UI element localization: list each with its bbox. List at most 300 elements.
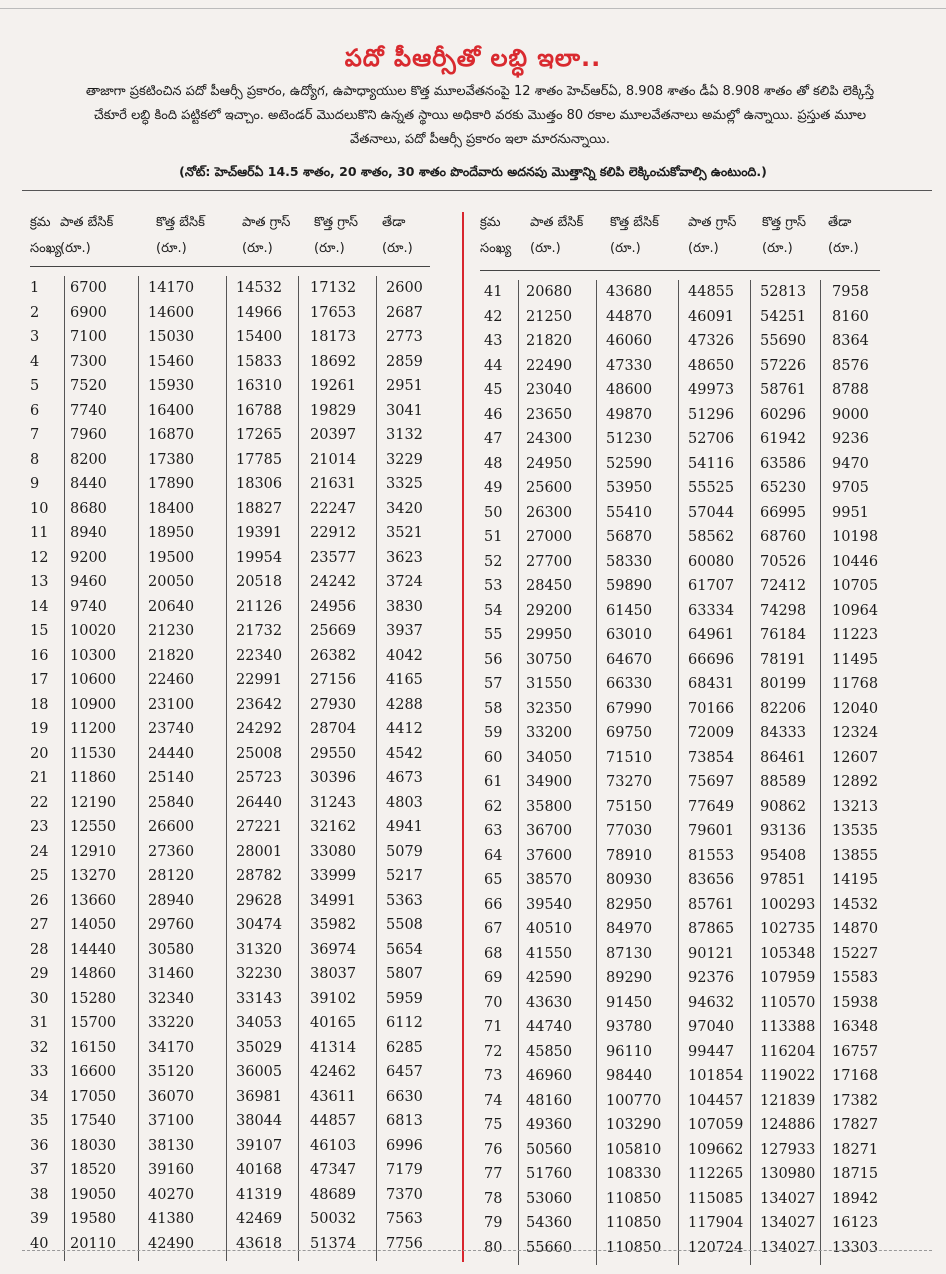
cell-old-gross: 46091 — [688, 308, 735, 325]
cell-new-basic: 24440 — [148, 745, 195, 762]
cell-sno: 7 — [30, 427, 40, 443]
cell-sno: 49 — [484, 480, 503, 496]
cell-old-basic: 39540 — [526, 896, 573, 913]
cell-new-gross: 31243 — [310, 794, 357, 811]
cell-diff: 4673 — [386, 770, 423, 786]
cell-new-gross: 55690 — [760, 333, 807, 349]
cell-diff: 8576 — [832, 357, 869, 374]
cell-new-gross: 134027 — [760, 1190, 816, 1207]
cell-new-basic: 53950 — [606, 480, 653, 496]
cell-old-gross: 27221 — [236, 819, 283, 835]
cell-new-basic: 64670 — [606, 651, 653, 668]
cell-old-gross: 22340 — [236, 647, 283, 664]
cell-sno: 15 — [30, 623, 49, 639]
cell-new-basic: 80930 — [606, 872, 653, 888]
cell-new-gross: 100293 — [760, 896, 816, 913]
cell-new-basic: 23100 — [148, 696, 195, 713]
cell-sno: 54 — [484, 602, 503, 619]
cell-old-basic: 8680 — [70, 500, 107, 517]
cell-new-gross: 18692 — [310, 353, 357, 370]
cell-old-gross: 117904 — [688, 1215, 744, 1231]
cell-sno: 71 — [484, 1019, 503, 1035]
cell-new-gross: 113388 — [760, 1019, 816, 1035]
cell-sno: 58 — [484, 700, 503, 717]
cell-old-basic: 28450 — [526, 578, 573, 594]
cell-new-basic: 42490 — [148, 1235, 195, 1252]
cell-new-basic: 78910 — [606, 847, 653, 864]
cell-old-basic: 19580 — [70, 1211, 117, 1227]
cell-old-basic: 37600 — [526, 847, 573, 864]
header-old-basic: పాత బేసిక్ (రూ.) — [530, 215, 584, 256]
cell-sno: 18 — [30, 696, 49, 713]
cell-sno: 56 — [484, 651, 503, 668]
cell-new-gross: 19829 — [310, 402, 357, 419]
cell-sno: 27 — [30, 917, 49, 933]
cell-diff: 4288 — [386, 696, 423, 713]
cell-diff: 10964 — [832, 602, 879, 619]
cell-diff: 9951 — [832, 504, 869, 521]
cell-new-basic: 33220 — [148, 1015, 195, 1031]
cell-new-basic: 63010 — [606, 627, 653, 643]
cell-old-basic: 14860 — [70, 966, 117, 982]
cell-old-basic: 20110 — [70, 1235, 117, 1252]
header-diff: తేడా (రూ.) — [382, 215, 413, 256]
cell-new-basic: 91450 — [606, 994, 653, 1011]
column-separator — [596, 280, 597, 1265]
top-edge-strip — [0, 0, 946, 9]
cell-new-basic: 30580 — [148, 941, 195, 958]
cell-old-gross: 25008 — [236, 745, 283, 762]
cell-new-gross: 57226 — [760, 357, 807, 374]
cell-old-gross: 104457 — [688, 1092, 744, 1109]
cell-diff: 17382 — [832, 1092, 879, 1109]
cell-new-basic: 58330 — [606, 553, 653, 570]
cell-new-basic: 52590 — [606, 455, 653, 472]
cell-new-gross: 78191 — [760, 651, 807, 668]
cell-sno: 75 — [484, 1117, 503, 1133]
cell-old-basic: 9740 — [70, 598, 107, 615]
cell-old-gross: 23642 — [236, 696, 283, 713]
cell-old-gross: 107059 — [688, 1117, 744, 1133]
cell-sno: 48 — [484, 455, 503, 472]
cell-diff: 18942 — [832, 1190, 879, 1207]
cell-diff: 4165 — [386, 672, 423, 688]
cell-old-gross: 15400 — [236, 329, 283, 345]
cell-diff: 14195 — [832, 872, 879, 888]
cell-new-basic: 108330 — [606, 1166, 662, 1182]
column-separator — [64, 276, 65, 1261]
cell-sno: 22 — [30, 794, 49, 811]
cell-diff: 2859 — [386, 353, 423, 370]
cell-old-gross: 48650 — [688, 357, 735, 374]
cell-old-gross: 20518 — [236, 574, 283, 590]
cell-old-gross: 17265 — [236, 427, 283, 443]
cell-sno: 32 — [30, 1039, 49, 1056]
cell-diff: 5508 — [386, 917, 423, 933]
cell-diff: 3229 — [386, 451, 423, 468]
column-separator — [678, 280, 679, 1265]
intro-paragraph: తాజాగా ప్రకటించిన పదో పీఆర్సీ ప్రకారం, ఉద్యోగ, ఉపాధ్యాయుల కొత్త మూలవేతనంపై 12 శాతం హెచ్‌ఆర్‌ఏ, 8.908 శాతం డీఏ 8.908 శాతం తో కలిపి లెక్కిస్తే చేకూరే లబ్ధి కింది పట్టికలో ఇచ్చాం. అటెండర్ మొదలుకొని ఉన్నత స్థాయి అధికారి వరకు మొత్తం 80 రకాల మూలవేతనాలు అమల్లో ఉన్నాయి. ప్రస్తుత మూల వేతనాలు, పదో పీఆర్సీ ప్రకారం ఇలా మారనున్నాయి. — [85, 84, 875, 147]
cell-old-basic: 7740 — [70, 402, 107, 419]
cell-old-gross: 87865 — [688, 921, 735, 937]
cell-new-gross: 72412 — [760, 578, 807, 594]
cell-old-gross: 30474 — [236, 917, 283, 933]
column-separator — [518, 280, 519, 1265]
cell-new-gross: 50032 — [310, 1211, 357, 1227]
cell-new-gross: 39102 — [310, 990, 357, 1007]
cell-new-gross: 35982 — [310, 917, 357, 933]
cell-old-gross: 40168 — [236, 1162, 283, 1178]
cell-sno: 33 — [30, 1064, 49, 1080]
header-new-basic: కొత్త బేసిక్ (రూ.) — [156, 215, 205, 256]
cell-old-basic: 54360 — [526, 1215, 573, 1231]
cell-sno: 31 — [30, 1015, 49, 1031]
cell-new-basic: 105810 — [606, 1141, 662, 1158]
table-panel-left — [30, 206, 440, 1252]
cell-sno: 57 — [484, 676, 503, 692]
cell-sno: 79 — [484, 1215, 503, 1231]
cell-old-basic: 7520 — [70, 378, 107, 394]
cell-old-gross: 90121 — [688, 945, 735, 962]
cell-sno: 50 — [484, 504, 503, 521]
cell-old-basic: 46960 — [526, 1068, 573, 1084]
cell-new-gross: 52813 — [760, 284, 807, 300]
cell-new-gross: 41314 — [310, 1039, 357, 1056]
cell-old-gross: 34053 — [236, 1015, 283, 1031]
cell-diff: 3132 — [386, 427, 423, 443]
cell-sno: 20 — [30, 745, 49, 762]
cell-old-basic: 9200 — [70, 549, 107, 566]
cell-new-gross: 82206 — [760, 700, 807, 717]
header-old-gross: పాత గ్రాస్ (రూ.) — [688, 215, 737, 256]
cell-old-basic: 36700 — [526, 823, 573, 839]
cell-new-basic: 110850 — [606, 1239, 662, 1256]
cell-diff: 5217 — [386, 868, 423, 884]
cell-sno: 69 — [484, 970, 503, 986]
cell-new-gross: 43611 — [310, 1088, 357, 1105]
cell-sno: 21 — [30, 770, 49, 786]
cell-old-basic: 17050 — [70, 1088, 117, 1105]
cell-sno: 14 — [30, 598, 49, 615]
cell-old-gross: 79601 — [688, 823, 735, 839]
cell-old-gross: 44855 — [688, 284, 735, 300]
cell-old-basic: 44740 — [526, 1019, 573, 1035]
cell-sno: 59 — [484, 725, 503, 741]
cell-old-basic: 42590 — [526, 970, 573, 986]
cell-old-gross: 70166 — [688, 700, 735, 717]
cell-diff: 13535 — [832, 823, 879, 839]
cell-new-gross: 65230 — [760, 480, 807, 496]
cell-old-basic: 49360 — [526, 1117, 573, 1133]
cell-sno: 26 — [30, 892, 49, 909]
cell-diff: 13213 — [832, 798, 879, 815]
cell-diff: 9705 — [832, 480, 869, 496]
cell-new-gross: 22912 — [310, 525, 357, 541]
header-sno: క్రమ సంఖ్య — [480, 215, 512, 256]
cell-new-basic: 84970 — [606, 921, 653, 937]
cell-diff: 15227 — [832, 945, 879, 962]
cell-diff: 2951 — [386, 378, 423, 394]
cell-old-basic: 34900 — [526, 774, 573, 790]
cell-diff: 6112 — [386, 1015, 423, 1031]
cell-new-gross: 121839 — [760, 1092, 816, 1109]
cell-new-gross: 20397 — [310, 427, 357, 443]
cell-old-gross: 85761 — [688, 896, 735, 913]
cell-sno: 63 — [484, 823, 503, 839]
cell-old-basic: 24300 — [526, 431, 573, 447]
cell-new-basic: 26600 — [148, 819, 195, 835]
cell-new-basic: 67990 — [606, 700, 653, 717]
cell-sno: 61 — [484, 774, 503, 790]
cell-new-gross: 47347 — [310, 1162, 357, 1178]
cell-old-gross: 83656 — [688, 872, 735, 888]
cell-new-basic: 18950 — [148, 525, 195, 541]
header-rule-left — [30, 266, 430, 267]
cell-new-gross: 42462 — [310, 1064, 357, 1080]
cell-old-basic: 6900 — [70, 304, 107, 321]
cell-new-gross: 63586 — [760, 455, 807, 472]
cell-diff: 6457 — [386, 1064, 423, 1080]
cell-new-basic: 21230 — [148, 623, 195, 639]
cell-sno: 39 — [30, 1211, 49, 1227]
cell-diff: 6630 — [386, 1088, 423, 1105]
cell-sno: 60 — [484, 749, 503, 766]
cell-old-gross: 97040 — [688, 1019, 735, 1035]
cell-old-basic: 10600 — [70, 672, 117, 688]
cell-diff: 9000 — [832, 406, 869, 423]
cell-old-basic: 23650 — [526, 406, 573, 423]
cell-new-gross: 44857 — [310, 1113, 357, 1129]
cell-old-gross: 81553 — [688, 847, 735, 864]
cell-old-gross: 26440 — [236, 794, 283, 811]
cell-old-gross: 32230 — [236, 966, 283, 982]
cell-new-basic: 100770 — [606, 1092, 662, 1109]
header-new-basic: కొత్త బేసిక్ (రూ.) — [610, 215, 659, 256]
cell-diff: 12324 — [832, 725, 879, 741]
cell-old-gross: 120724 — [688, 1239, 744, 1256]
cell-old-basic: 40510 — [526, 921, 573, 937]
cell-old-gross: 31320 — [236, 941, 283, 958]
cell-old-basic: 10300 — [70, 647, 117, 664]
cell-new-basic: 47330 — [606, 357, 653, 374]
cell-new-gross: 26382 — [310, 647, 357, 664]
cell-sno: 42 — [484, 308, 503, 325]
cell-old-basic: 21820 — [526, 333, 573, 349]
cell-old-gross: 18827 — [236, 500, 283, 517]
cell-old-gross: 75697 — [688, 774, 735, 790]
cell-old-gross: 15833 — [236, 353, 283, 370]
header-old-basic: పాత బేసిక్ (రూ.) — [60, 215, 114, 256]
cell-old-basic: 30750 — [526, 651, 573, 668]
top-rule — [22, 190, 932, 191]
cell-old-basic: 53060 — [526, 1190, 573, 1207]
cell-old-basic: 43630 — [526, 994, 573, 1011]
cell-new-basic: 29760 — [148, 917, 195, 933]
cell-sno: 53 — [484, 578, 503, 594]
cell-diff: 12607 — [832, 749, 879, 766]
cell-new-basic: 82950 — [606, 896, 653, 913]
cell-diff: 7958 — [832, 284, 869, 300]
cell-sno: 30 — [30, 990, 49, 1007]
cell-old-gross: 18306 — [236, 476, 283, 492]
cell-diff: 14532 — [832, 896, 879, 913]
cell-sno: 46 — [484, 406, 503, 423]
cell-new-gross: 18173 — [310, 329, 357, 345]
cell-new-gross: 54251 — [760, 308, 807, 325]
cell-old-gross: 16310 — [236, 378, 283, 394]
cell-old-gross: 36981 — [236, 1088, 283, 1105]
cell-new-gross: 88589 — [760, 774, 807, 790]
cell-old-gross: 25723 — [236, 770, 283, 786]
cell-sno: 38 — [30, 1186, 49, 1203]
cell-old-gross: 14966 — [236, 304, 283, 321]
cell-old-basic: 8200 — [70, 451, 107, 468]
cell-new-basic: 55410 — [606, 504, 653, 521]
cell-new-basic: 17890 — [148, 476, 195, 492]
cell-old-basic: 6700 — [70, 280, 107, 296]
cell-old-gross: 36005 — [236, 1064, 283, 1080]
cell-new-basic: 46060 — [606, 333, 653, 349]
cell-old-gross: 24292 — [236, 721, 283, 737]
cell-old-gross: 58562 — [688, 529, 735, 545]
cell-new-basic: 89290 — [606, 970, 653, 986]
header-sno: క్రమ సంఖ్య — [30, 215, 62, 256]
cell-sno: 55 — [484, 627, 503, 643]
cell-old-gross: 39107 — [236, 1137, 283, 1154]
cell-diff: 3521 — [386, 525, 423, 541]
cell-new-gross: 70526 — [760, 553, 807, 570]
cell-new-basic: 22460 — [148, 672, 195, 688]
cell-old-basic: 22490 — [526, 357, 573, 374]
cell-old-gross: 72009 — [688, 725, 735, 741]
header-rule-right — [480, 270, 880, 271]
cell-old-basic: 11530 — [70, 745, 117, 762]
cell-new-basic: 16400 — [148, 402, 195, 419]
cell-old-gross: 14532 — [236, 280, 283, 296]
cell-new-gross: 102735 — [760, 921, 816, 937]
cell-new-basic: 14600 — [148, 304, 195, 321]
cell-diff: 2687 — [386, 304, 423, 321]
cell-new-gross: 80199 — [760, 676, 807, 692]
cell-diff: 15583 — [832, 970, 879, 986]
cell-diff: 11495 — [832, 651, 879, 668]
cell-old-gross: 38044 — [236, 1113, 283, 1129]
cell-new-gross: 38037 — [310, 966, 357, 982]
cell-new-gross: 17653 — [310, 304, 357, 321]
cell-new-gross: 21014 — [310, 451, 357, 468]
column-separator — [750, 280, 751, 1265]
cell-diff: 2773 — [386, 329, 423, 345]
cell-old-gross: 43618 — [236, 1235, 283, 1252]
cell-old-gross: 61707 — [688, 578, 735, 594]
cell-old-basic: 29950 — [526, 627, 573, 643]
cell-new-basic: 69750 — [606, 725, 653, 741]
column-separator — [376, 276, 377, 1261]
cell-new-basic: 40270 — [148, 1186, 195, 1203]
cell-sno: 40 — [30, 1235, 49, 1252]
cell-old-gross: 73854 — [688, 749, 735, 766]
cell-diff: 4542 — [386, 745, 423, 762]
cell-sno: 74 — [484, 1092, 503, 1109]
cell-sno: 9 — [30, 476, 40, 492]
cell-new-gross: 29550 — [310, 745, 357, 762]
cell-new-gross: 76184 — [760, 627, 807, 643]
cell-sno: 13 — [30, 574, 49, 590]
cell-new-basic: 56870 — [606, 529, 653, 545]
cell-diff: 10705 — [832, 578, 879, 594]
cell-old-gross: 42469 — [236, 1211, 283, 1227]
cell-new-gross: 24242 — [310, 574, 357, 590]
cell-sno: 80 — [484, 1239, 503, 1256]
cell-sno: 44 — [484, 357, 503, 374]
cell-old-basic: 23040 — [526, 382, 573, 398]
cell-diff: 6996 — [386, 1137, 423, 1154]
cell-diff: 12040 — [832, 700, 879, 717]
cell-new-gross: 60296 — [760, 406, 807, 423]
cell-sno: 35 — [30, 1113, 49, 1129]
cell-diff: 8364 — [832, 333, 869, 349]
cell-old-basic: 31550 — [526, 676, 573, 692]
cell-sno: 36 — [30, 1137, 49, 1154]
cell-new-basic: 31460 — [148, 966, 195, 982]
cell-new-gross: 33999 — [310, 868, 357, 884]
cell-old-gross: 66696 — [688, 651, 735, 668]
cell-old-basic: 13660 — [70, 892, 117, 909]
cell-sno: 8 — [30, 451, 40, 468]
cell-new-gross: 24956 — [310, 598, 357, 615]
cell-old-gross: 94632 — [688, 994, 735, 1011]
cell-diff: 17168 — [832, 1068, 879, 1084]
cell-new-gross: 127933 — [760, 1141, 816, 1158]
cell-new-basic: 14170 — [148, 280, 195, 296]
cell-diff: 3041 — [386, 402, 423, 419]
cell-old-basic: 15280 — [70, 990, 117, 1007]
cell-new-basic: 16870 — [148, 427, 195, 443]
cell-diff: 5807 — [386, 966, 423, 982]
cell-old-basic: 50560 — [526, 1141, 573, 1158]
cell-diff: 14870 — [832, 921, 879, 937]
cell-new-gross: 93136 — [760, 823, 807, 839]
cell-old-basic: 27000 — [526, 529, 573, 545]
cell-old-basic: 16150 — [70, 1039, 117, 1056]
cell-new-gross: 27156 — [310, 672, 357, 688]
cell-new-basic: 20050 — [148, 574, 195, 590]
cell-new-basic: 27360 — [148, 843, 195, 860]
cell-sno: 17 — [30, 672, 49, 688]
cell-diff: 3325 — [386, 476, 423, 492]
cell-old-gross: 49973 — [688, 382, 735, 398]
cell-sno: 64 — [484, 847, 503, 864]
cell-new-gross: 46103 — [310, 1137, 357, 1154]
cell-new-gross: 34991 — [310, 892, 357, 909]
cell-old-gross: 35029 — [236, 1039, 283, 1056]
cell-old-basic: 12550 — [70, 819, 117, 835]
cell-old-basic: 8440 — [70, 476, 107, 492]
cell-new-basic: 23740 — [148, 721, 195, 737]
cell-new-gross: 61942 — [760, 431, 807, 447]
cell-new-gross: 17132 — [310, 280, 357, 296]
cell-new-gross: 30396 — [310, 770, 357, 786]
cell-new-gross: 28704 — [310, 721, 357, 737]
cell-new-basic: 51230 — [606, 431, 653, 447]
cell-new-gross: 105348 — [760, 945, 816, 962]
cell-sno: 41 — [484, 284, 503, 300]
cell-sno: 67 — [484, 921, 503, 937]
cell-diff: 3420 — [386, 500, 423, 517]
cell-sno: 68 — [484, 945, 503, 962]
cell-old-gross: 99447 — [688, 1043, 735, 1060]
cell-new-gross: 21631 — [310, 476, 357, 492]
